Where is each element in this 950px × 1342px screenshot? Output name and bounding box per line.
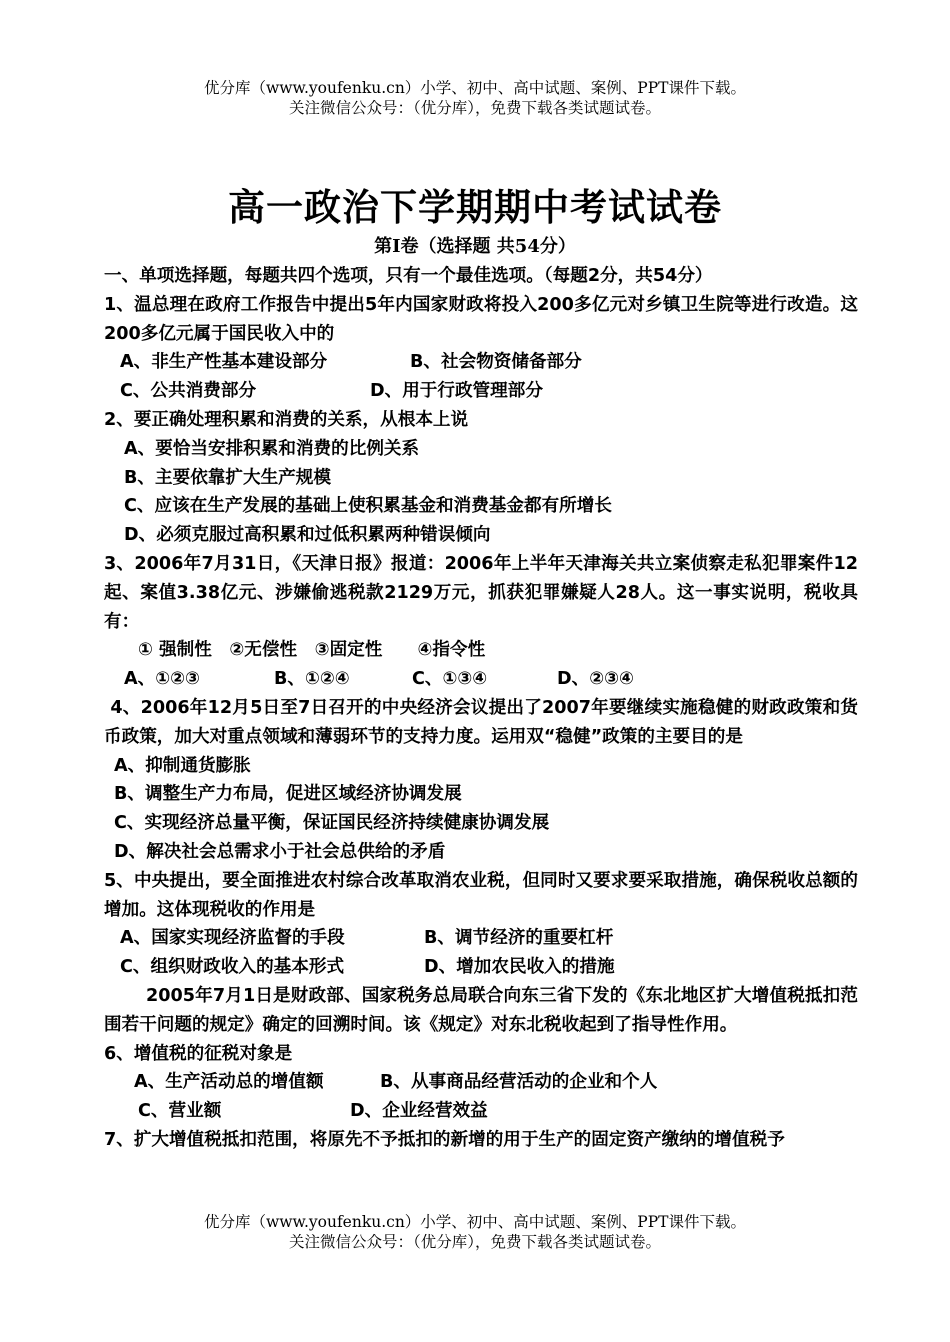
question-5-option-a: A、国家实现经济监督的手段 [120, 928, 345, 949]
exam-subtitle: 第Ⅰ卷（选择题 共54分） [374, 236, 576, 257]
exam-title: 高一政治下学期期中考试试卷 [228, 185, 722, 229]
question-2-option-d: D、必须克服过高积累和过低积累两种错误倾向 [124, 525, 491, 546]
section-heading: 一、单项选择题，每题共四个选项，只有一个最佳选项。（每题2分，共54分） [104, 266, 713, 286]
question-5-options-row-2 [104, 953, 858, 982]
question-3-option-a: A、①②③ [124, 669, 200, 690]
question-5-stem: 5、中央提出，要全面推进农村综合改革取消农业税，但同时又要求要采取措施，确保税收总额的增加。这体现税收的作用是 [104, 870, 858, 920]
question-1-option-b: B、社会物资储备部分 [410, 352, 582, 373]
header-line-1: 优分库（www.youfenku.cn）小学、初中、高中试题、案例、PPT课件下载。 [203, 79, 747, 97]
question-1-options-row-1 [104, 348, 858, 377]
page-header [0, 78, 950, 118]
question-2-stem: 2、要正确处理积累和消费的关系，从根本上说 [104, 409, 469, 430]
question-1-option-a: A、非生产性基本建设部分 [120, 352, 328, 373]
question-5-option-d: D、增加农民收入的措施 [424, 957, 615, 978]
question-6-options-row-2 [104, 1097, 858, 1126]
question-4-option-a: A、抑制通货膨胀 [114, 755, 251, 776]
question-5-option-b: B、调节经济的重要杠杆 [424, 928, 614, 949]
question-1-option-c: C、公共消费部分 [120, 381, 257, 402]
question-6-stem: 6、增值税的征税对象是 [104, 1043, 293, 1064]
question-7-stem: 7、扩大增值税抵扣范围，将原先不予抵扣的新增的用于生产的固定资产缴纳的增值税予 [104, 1129, 785, 1150]
question-6-option-d: D、企业经营效益 [350, 1101, 488, 1122]
question-6-option-c: C、营业额 [138, 1101, 222, 1122]
material-paragraph: 2005年7月1日是财政部、国家税务总局联合向东三省下发的《东北地区扩大增值税抵扣范围若干问题的规定》确定的回溯时间。该《规定》对东北税收起到了指导性作用。 [104, 985, 858, 1035]
question-3-option-b: B、①②④ [274, 669, 350, 690]
question-2-option-b: B、主要依靠扩大生产规模 [124, 467, 331, 488]
question-3-option-c: C、①③④ [412, 669, 488, 690]
question-6-options-row-1 [104, 1068, 858, 1097]
question-6-option-a: A、生产活动总的增值额 [134, 1072, 324, 1093]
question-3-option-d: D、②③④ [557, 669, 634, 690]
question-2-option-c: C、应该在生产发展的基础上使积累基金和消费基金都有所增长 [124, 496, 612, 517]
question-3-items: ① 强制性 ②无偿性 ③固定性 ④指令性 [138, 640, 486, 661]
exam-body [104, 262, 858, 1155]
question-4-option-c: C、实现经济总量平衡，保证国民经济持续健康协调发展 [114, 813, 550, 834]
question-1-options-row-2 [104, 377, 858, 406]
question-1-stem: 1、温总理在政府工作报告中提出5年内国家财政将投入200多亿元对乡镇卫生院等进行改造。这200多亿元属于国民收入中的 [104, 294, 858, 344]
header-line-2: 关注微信公众号：（优分库），免费下载各类试题试卷。 [288, 99, 661, 117]
question-3-options-row [104, 665, 858, 694]
question-3-stem: 3、2006年7月31日，《天津日报》报道：2006年上半年天津海关共立案侦察走私犯罪案件12起、案值3.38亿元、涉嫌偷逃税款2129万元，抓获犯罪嫌疑人28人。这一事实说明，税收具有： [104, 553, 858, 632]
question-1-option-d: D、用于行政管理部分 [370, 381, 543, 402]
question-4-option-d: D、解决社会总需求小于社会总供给的矛盾 [114, 841, 446, 862]
question-4-option-b: B、调整生产力布局，促进区域经济协调发展 [114, 784, 462, 805]
footer-line-2: 关注微信公众号：（优分库），免费下载各类试题试卷。 [288, 1233, 661, 1251]
page-footer [0, 1212, 950, 1252]
question-6-option-b: B、从事商品经营活动的企业和个人 [380, 1072, 658, 1093]
question-4-stem: 4、2006年12月5日至7日召开的中央经济会议提出了2007年要继续实施稳健的财政政策和货币政策，加大对重点领域和薄弱环节的支持力度。运用双“稳健”政策的主要目的是 [104, 697, 858, 747]
question-2-option-a: A、要恰当安排积累和消费的比例关系 [124, 438, 420, 459]
footer-line-1: 优分库（www.youfenku.cn）小学、初中、高中试题、案例、PPT课件下载。 [203, 1213, 747, 1231]
question-5-option-c: C、组织财政收入的基本形式 [120, 957, 345, 978]
question-5-options-row-1 [104, 924, 858, 953]
